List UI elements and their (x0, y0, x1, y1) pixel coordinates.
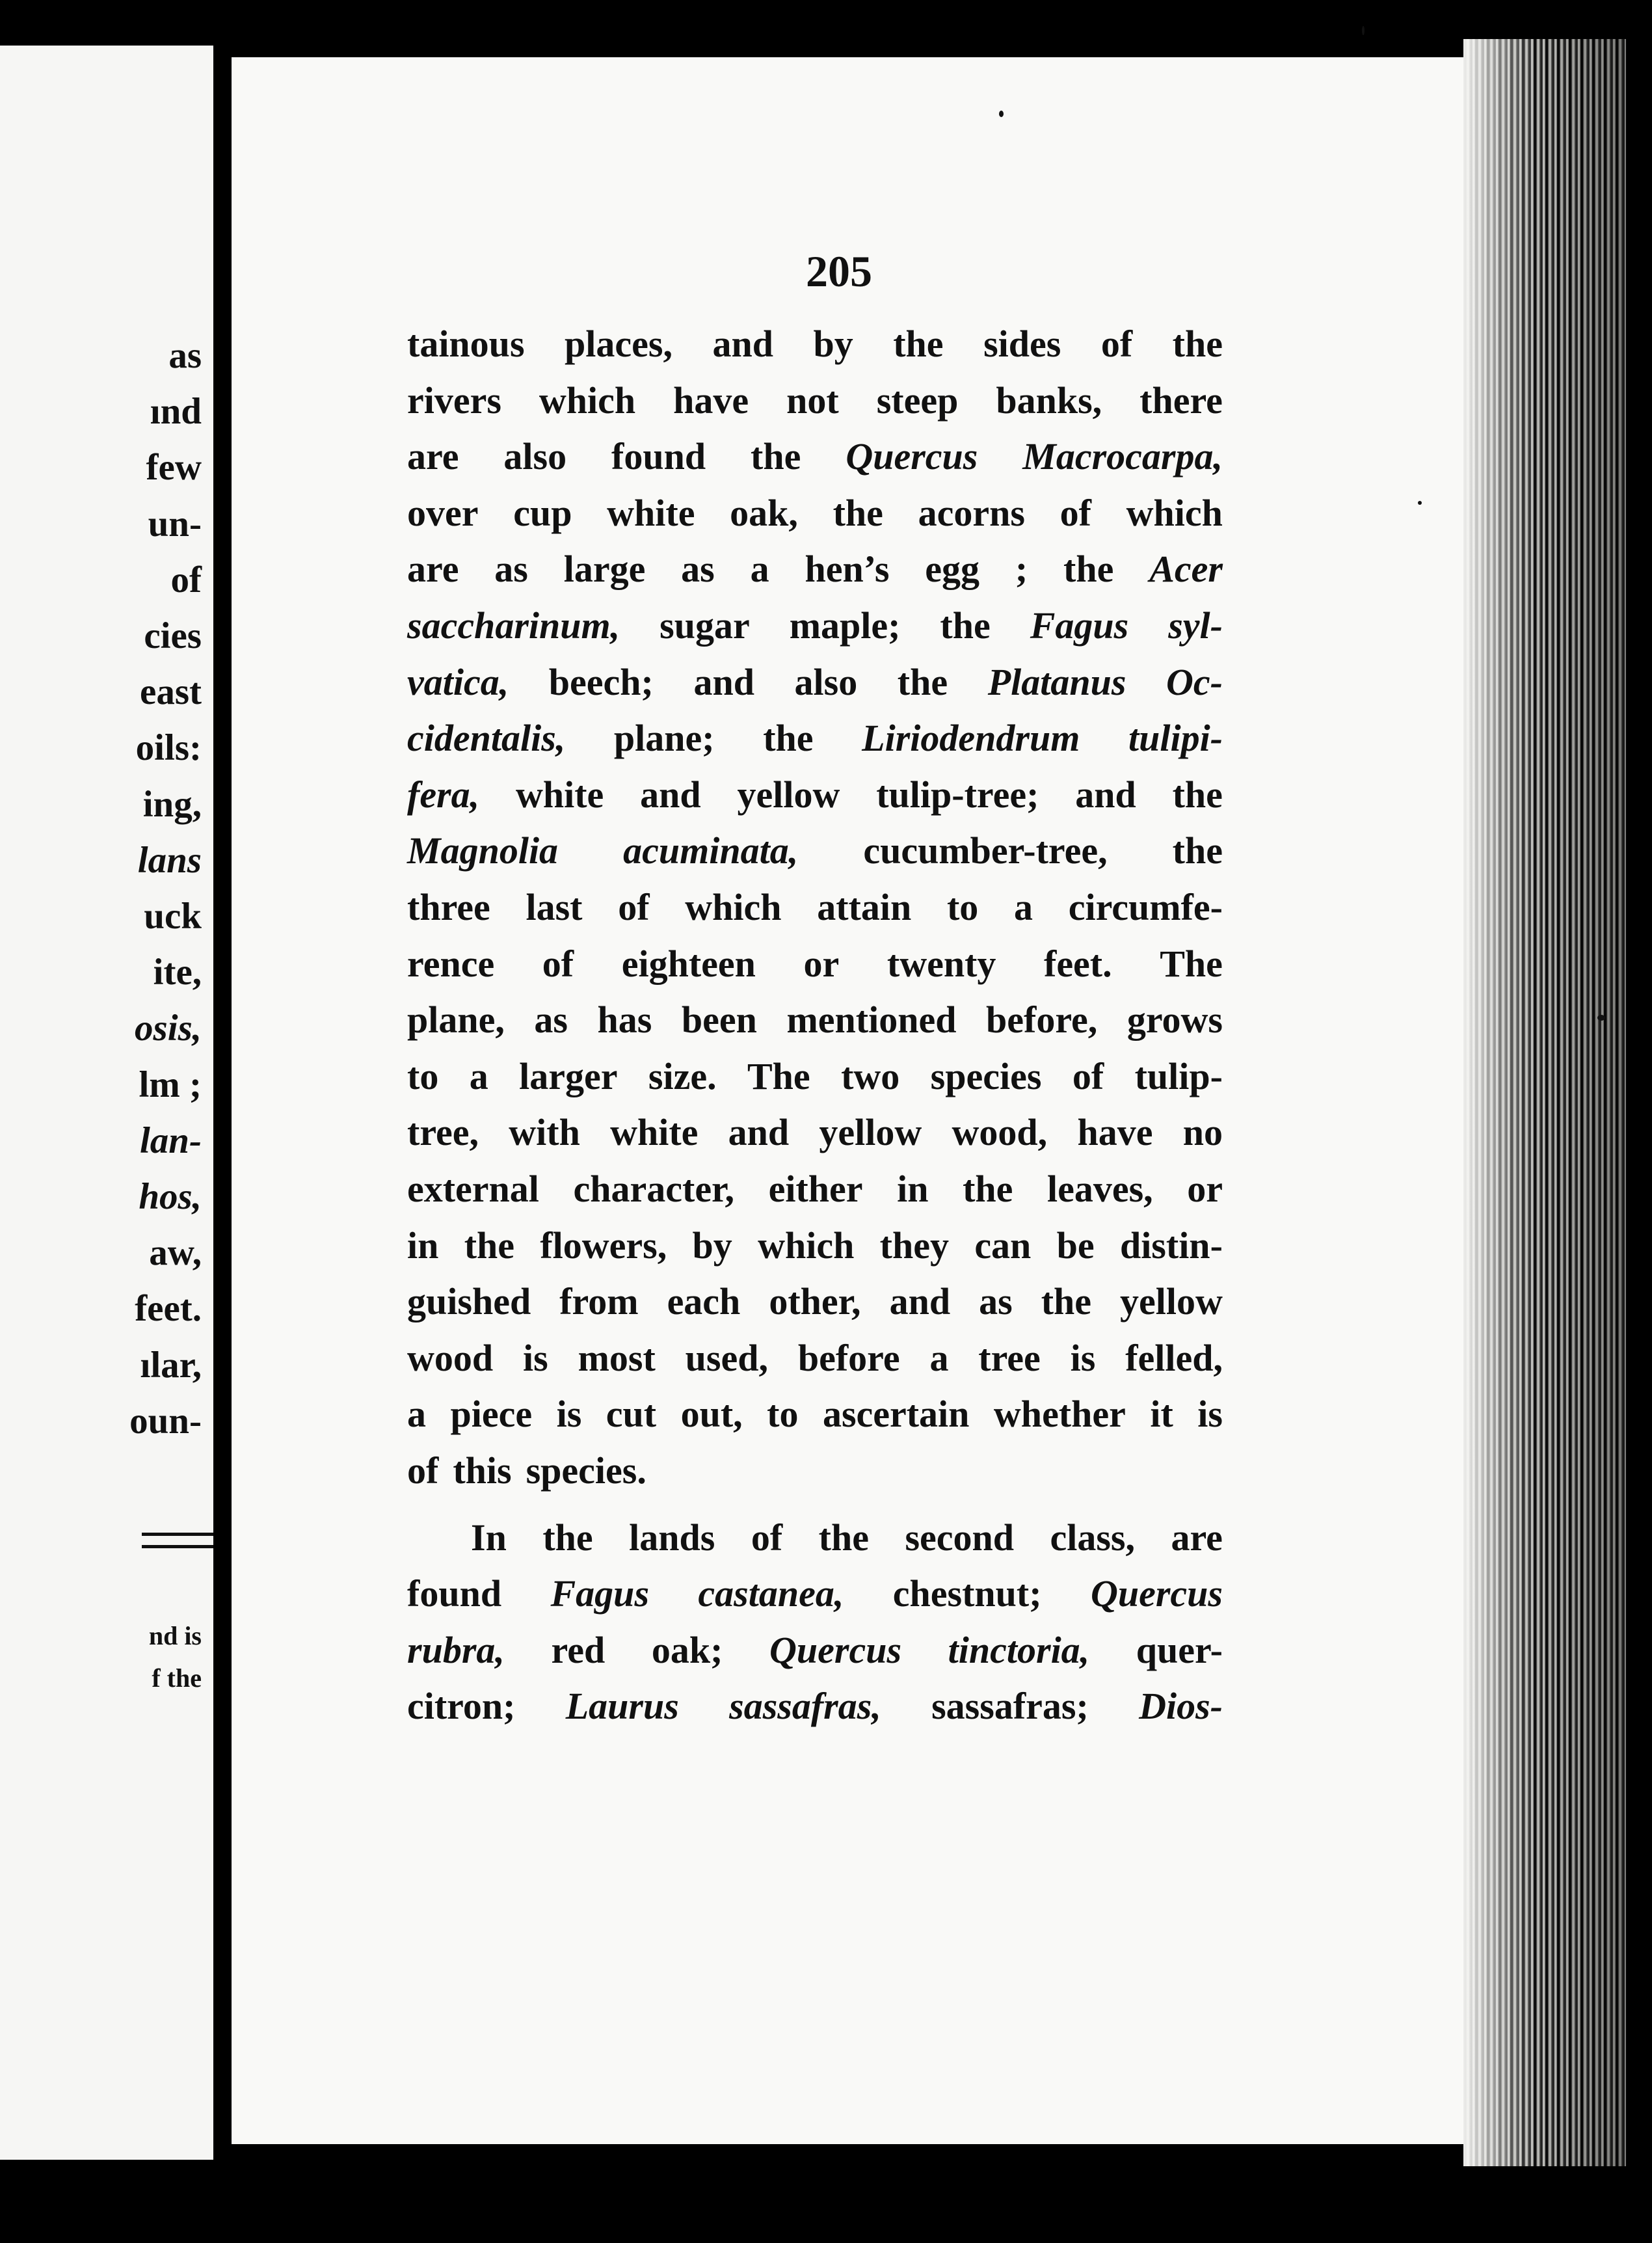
speck (999, 111, 1004, 117)
word: two (841, 1054, 900, 1097)
word: of (407, 1449, 439, 1492)
word: grows (1126, 999, 1223, 1041)
italic-word: Quercus (1090, 1572, 1223, 1615)
word: as (681, 548, 715, 591)
text-line (407, 1054, 1223, 1097)
text-line (407, 604, 1223, 647)
word: also (503, 435, 567, 478)
word: plane, (407, 999, 505, 1041)
word: a (469, 1054, 488, 1097)
left-page-line: ing, (142, 783, 202, 825)
text-line (407, 379, 1223, 422)
italic-word: acuminata, (623, 829, 799, 872)
word: before (797, 1336, 900, 1379)
word: of (1059, 491, 1091, 534)
italic-word: Magnolia (407, 829, 559, 872)
italic-word: syl- (1168, 604, 1223, 647)
word: out, (680, 1393, 743, 1436)
word: there (1139, 379, 1223, 422)
word: tree (978, 1336, 1041, 1379)
left-page-line: lm ; (139, 1064, 202, 1105)
word: external (407, 1168, 539, 1210)
word: as (979, 1280, 1013, 1323)
word: quer- (1136, 1628, 1223, 1671)
word: has (597, 999, 652, 1041)
word: used, (685, 1336, 768, 1379)
word: by (692, 1224, 732, 1267)
word: tree, (407, 1111, 479, 1154)
word: sassafras; (931, 1685, 1089, 1728)
word: beech; (548, 660, 654, 703)
left-page-line: cies (144, 615, 202, 656)
text-line (407, 829, 1223, 872)
left-page-line: aw, (149, 1232, 202, 1274)
italic-word: Laurus (565, 1685, 679, 1728)
word: is (1197, 1393, 1223, 1436)
word: attain (817, 886, 912, 928)
italic-word: Macrocarpa, (1022, 435, 1223, 478)
text-line (407, 1393, 1223, 1436)
word: class, (1050, 1516, 1135, 1559)
word: cut (606, 1393, 657, 1436)
word: plane; (613, 717, 715, 760)
word: found (611, 435, 706, 478)
italic-word: tulipi- (1128, 717, 1223, 760)
word: have (1077, 1111, 1153, 1154)
word: lands (629, 1516, 715, 1559)
word: chestnut; (892, 1572, 1042, 1615)
word: feet. (1044, 942, 1112, 985)
word: which (1126, 491, 1223, 534)
word: as (534, 999, 568, 1041)
word: are (407, 435, 459, 478)
word: been (681, 999, 757, 1041)
left-page-line: ılar, (140, 1344, 202, 1386)
word: the (751, 435, 801, 478)
word: of (618, 886, 650, 928)
page-edges (1463, 39, 1626, 2166)
word: the (1172, 829, 1223, 872)
text-line (407, 491, 1223, 534)
word: and (1075, 773, 1136, 816)
word: the (1172, 323, 1223, 365)
word: be (1056, 1224, 1095, 1267)
word: mentioned (786, 999, 957, 1041)
italic-word: Fagus (550, 1572, 650, 1615)
word: The (1160, 942, 1223, 985)
word: each (667, 1280, 741, 1323)
word: of (751, 1516, 783, 1559)
word: as (494, 548, 528, 591)
left-page-line: ite, (153, 952, 202, 993)
word: to (767, 1393, 799, 1436)
word: before, (986, 999, 1098, 1041)
word: places, (565, 323, 673, 365)
italic-word: vatica, (407, 660, 509, 703)
word: In (471, 1516, 507, 1559)
word: with (509, 1111, 580, 1154)
text-line (407, 886, 1223, 928)
word: tulip-tree; (876, 773, 1039, 816)
italic-word: sassafras, (729, 1685, 881, 1728)
word: the (963, 1168, 1013, 1210)
italic-word: saccharinum, (407, 604, 620, 647)
italic-word: tinctoria, (948, 1628, 1090, 1671)
word: cup (513, 491, 572, 534)
text-line (407, 1170, 1223, 1208)
left-page-line: oun- (129, 1400, 202, 1442)
word: oak, (730, 491, 798, 534)
word: large (563, 548, 646, 591)
word: circumfe- (1068, 886, 1223, 928)
left-page-line: oils: (135, 727, 202, 769)
word: tulip- (1134, 1054, 1223, 1097)
text-line (407, 548, 1223, 591)
word: a (1014, 886, 1033, 928)
left-page-line: osis, (135, 1008, 202, 1049)
word: species (930, 1054, 1042, 1097)
italic-word: rubra, (407, 1628, 505, 1671)
word: cucumber-tree, (863, 829, 1108, 872)
word: have (673, 379, 749, 422)
word: steep (876, 379, 959, 422)
word: the (1063, 548, 1114, 591)
word: rivers (407, 379, 501, 422)
word: of (1072, 1054, 1104, 1097)
word: red (551, 1628, 606, 1671)
word: found (407, 1572, 502, 1615)
italic-word: Oc- (1166, 660, 1223, 703)
word: to (946, 886, 979, 928)
word: the (464, 1224, 515, 1267)
left-page-line: lans (137, 839, 202, 881)
text-line (407, 1001, 1223, 1039)
italic-word: castanea, (698, 1572, 844, 1615)
word: the (1172, 773, 1223, 816)
word: white (610, 1111, 699, 1154)
word: other, (769, 1280, 861, 1323)
word: acorns (918, 491, 1025, 534)
speck (1597, 1015, 1605, 1021)
word: white (515, 773, 604, 816)
word: banks, (996, 379, 1102, 422)
word: citron; (407, 1685, 516, 1728)
word: which (539, 379, 636, 422)
text-line (407, 773, 1223, 816)
word: or (1187, 1168, 1223, 1210)
word: leaves, (1046, 1168, 1153, 1210)
word: most (578, 1336, 656, 1379)
speck (1418, 501, 1422, 505)
page-number: 205 (806, 247, 872, 296)
italic-word: cidentalis, (407, 717, 566, 760)
left-page-line: un- (148, 503, 202, 544)
word: in (897, 1168, 929, 1210)
word: the (1041, 1280, 1092, 1323)
word: yellow (819, 1111, 922, 1154)
word: oak; (651, 1628, 723, 1671)
text-line (407, 1628, 1223, 1671)
word: is (523, 1336, 548, 1379)
word: they (879, 1224, 949, 1267)
word: to (407, 1054, 439, 1097)
left-page-line: hos, (139, 1176, 202, 1217)
word: also (794, 660, 858, 703)
text-line (407, 1685, 1223, 1728)
text-line (407, 1280, 1223, 1323)
word: whether (993, 1393, 1126, 1436)
left-page-line: east (140, 671, 202, 713)
word: not (786, 379, 839, 422)
word: ; (1015, 548, 1028, 591)
italic-word: Quercus (769, 1628, 902, 1671)
word: which (685, 886, 782, 928)
word: guished (407, 1280, 531, 1323)
word: can (974, 1224, 1032, 1267)
left-page-line: few (146, 447, 202, 489)
left-page-line: feet. (135, 1288, 202, 1330)
book-gutter (213, 0, 232, 2243)
word: and (728, 1111, 790, 1154)
word: species. (526, 1449, 646, 1492)
text-line (407, 1111, 1223, 1154)
word: no (1182, 1111, 1223, 1154)
word: ascertain (822, 1393, 970, 1436)
word: second (905, 1516, 1015, 1559)
text-line (407, 1336, 1223, 1379)
word: wood (407, 1336, 494, 1379)
text-line (407, 942, 1223, 985)
text-line (407, 660, 1223, 703)
word: are (1171, 1516, 1223, 1559)
speck (1362, 26, 1365, 35)
word: the (542, 1516, 593, 1559)
word: and (712, 323, 773, 365)
word: eighteen (621, 942, 756, 985)
word: a (407, 1393, 426, 1436)
word: it (1150, 1393, 1173, 1436)
word: is (556, 1393, 582, 1436)
word: three (407, 886, 490, 928)
word: which (758, 1224, 855, 1267)
word: over (407, 491, 479, 534)
current-page (232, 57, 1493, 2144)
italic-word: Fagus (1030, 604, 1129, 647)
word: either (768, 1168, 863, 1210)
text-line (407, 717, 1223, 760)
word: or (803, 942, 840, 985)
text-line (407, 325, 1223, 363)
word: and (889, 1280, 951, 1323)
word: larger (519, 1054, 618, 1097)
left-page-line: of (170, 559, 202, 600)
text-line (407, 1224, 1223, 1267)
italic-word: fera, (407, 773, 480, 816)
word: the (763, 717, 814, 760)
previous-page (0, 46, 213, 2160)
word: are (407, 548, 459, 591)
word: is (1070, 1336, 1096, 1379)
italic-word: Quercus (846, 435, 978, 478)
left-page-line: as (168, 335, 202, 376)
left-page-footnote-line: f the (152, 1663, 202, 1693)
word: wood, (952, 1111, 1048, 1154)
italic-word: Dios- (1139, 1685, 1223, 1728)
word: the (940, 604, 991, 647)
left-page-line: uck (144, 896, 202, 937)
word: yellow (1120, 1280, 1223, 1323)
text-line (407, 1449, 1223, 1492)
word: in (407, 1224, 439, 1267)
word: hen’s (805, 548, 890, 591)
word: piece (450, 1393, 533, 1436)
word: The (747, 1054, 810, 1097)
word: of (542, 942, 574, 985)
left-page-line: lan- (139, 1120, 202, 1161)
italic-word: Liriodendrum (862, 717, 1080, 760)
text-line (407, 1572, 1223, 1615)
text-line (407, 1516, 1223, 1559)
italic-word: Platanus (987, 660, 1126, 703)
word: flowers, (540, 1224, 667, 1267)
left-page-line: ınd (150, 391, 202, 433)
word: felled, (1125, 1336, 1223, 1379)
text-line (407, 435, 1223, 478)
word: maple; (789, 604, 901, 647)
word: tainous (407, 323, 525, 365)
word: the (818, 1516, 869, 1559)
word: sugar (659, 604, 750, 647)
word: twenty (886, 942, 996, 985)
word: character, (573, 1168, 734, 1210)
word: the (833, 491, 883, 534)
word: sides (983, 323, 1061, 365)
word: the (893, 323, 944, 365)
word: the (897, 660, 948, 703)
word: a (929, 1336, 949, 1379)
word: size. (648, 1054, 717, 1097)
word: white (607, 491, 695, 534)
word: and (693, 660, 754, 703)
word: yellow (737, 773, 840, 816)
word: last (526, 886, 583, 928)
word: and (640, 773, 701, 816)
word: of (1100, 323, 1133, 365)
word: rence (407, 942, 495, 985)
word: egg (925, 548, 980, 591)
left-page-footnote-line: nd is (148, 1621, 202, 1650)
word: a (750, 548, 769, 591)
word: from (559, 1280, 639, 1323)
word: distin- (1119, 1224, 1223, 1267)
word: this (453, 1449, 512, 1492)
italic-word: Acer (1149, 548, 1223, 591)
left-page-footnote-rule (142, 1533, 213, 1548)
word: by (813, 323, 853, 365)
